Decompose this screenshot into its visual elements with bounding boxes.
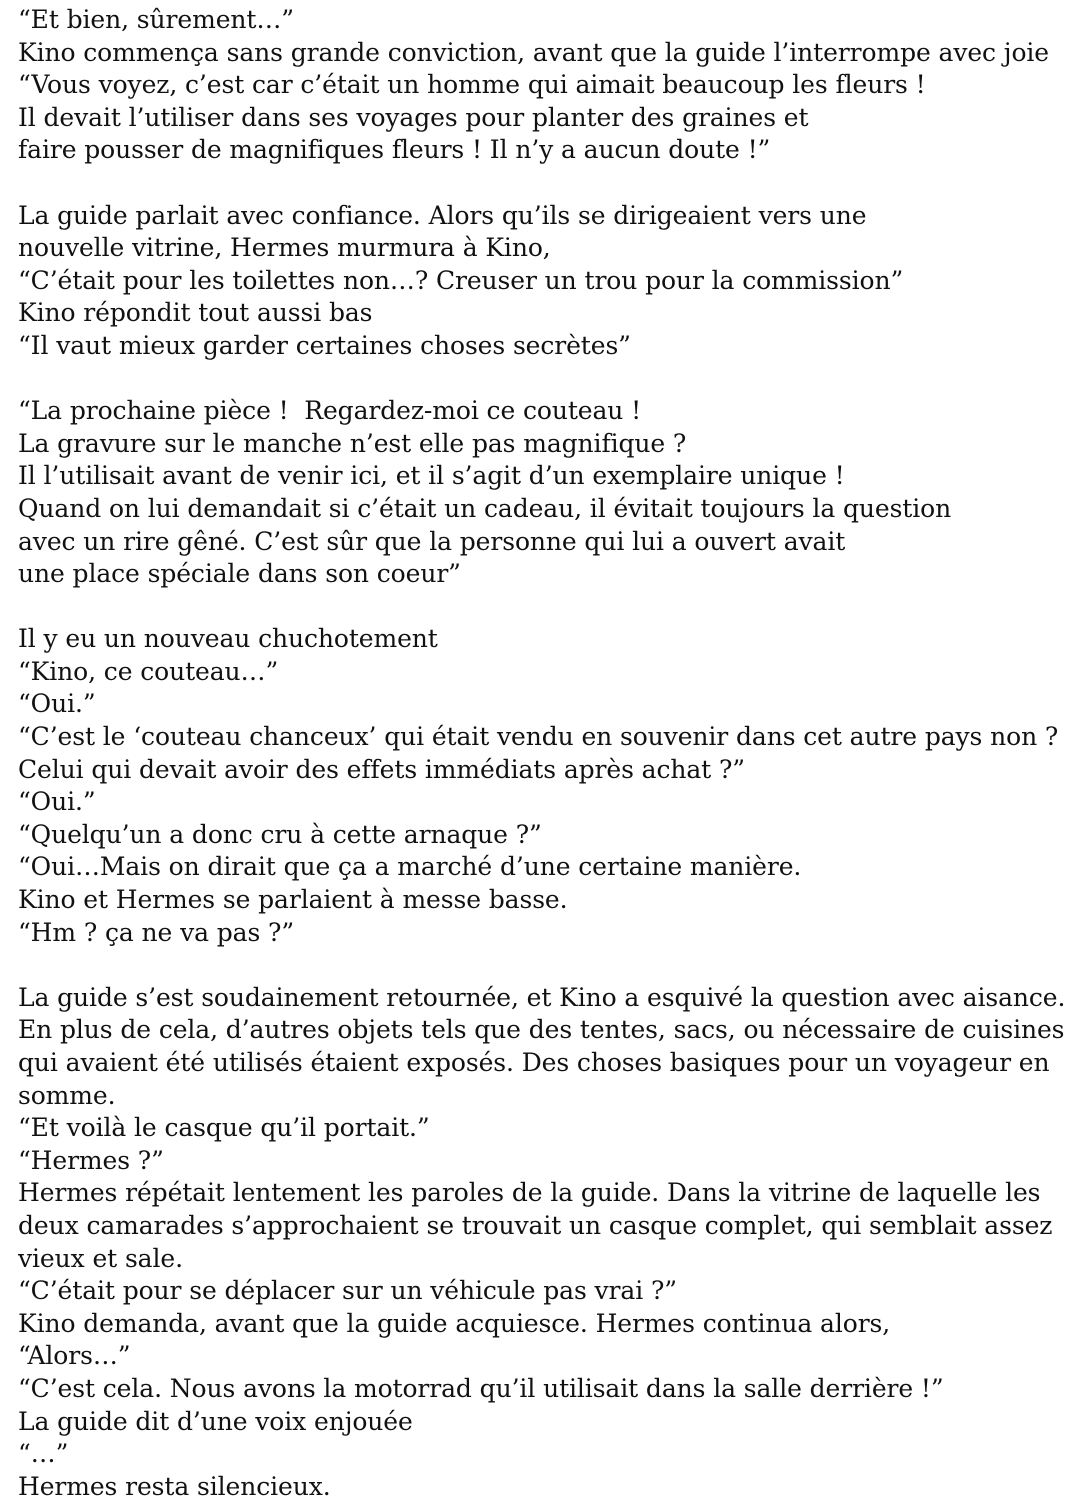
paragraph-gap (18, 167, 1074, 200)
text-line: “Hm ? ça ne va pas ?” (18, 917, 295, 947)
paragraph-gap (18, 949, 1074, 982)
text-line: Kino demanda, avant que la guide acquiesce. Hermes continua alors, (18, 1308, 891, 1338)
text-line: Hermes répétait lentement les paroles de la guide. Dans la vitrine de laquelle les (18, 1178, 1041, 1208)
paragraph (18, 200, 1074, 363)
text-line: Quand on lui demandait si c’était un cadeau, il évitait toujours la question (18, 493, 952, 523)
text-line: Kino et Hermes se parlaient à messe basse. (18, 885, 568, 915)
paragraph (18, 623, 1074, 949)
text-line: “La prochaine pièce ! Regardez-moi ce couteau ! (18, 396, 642, 426)
document-page (18, 4, 1074, 1503)
text-line: La guide dit d’une voix enjouée (18, 1406, 413, 1436)
paragraph-gap (18, 363, 1074, 396)
text-line: Kino répondit tout aussi bas (18, 298, 373, 328)
paragraph-gap (18, 591, 1074, 624)
text-line: “C’était pour les toilettes non…? Creuser un trou pour la commission” (18, 265, 904, 295)
text-line: La guide parlait avec confiance. Alors qu’ils se dirigeaient vers une (18, 200, 867, 230)
text-line: “Oui.” (18, 689, 96, 719)
text-line: La gravure sur le manche n’est elle pas magnifique ? (18, 428, 687, 458)
text-line: Il l’utilisait avant de venir ici, et il s’agit d’un exemplaire unique ! (18, 461, 845, 491)
text-line: une place spéciale dans son coeur” (18, 559, 461, 589)
text-line: somme. (18, 1080, 116, 1110)
text-line: Il y eu un nouveau chuchotement (18, 624, 438, 654)
paragraph (18, 395, 1074, 591)
text-line: “Oui.” (18, 787, 96, 817)
text-line: “Hermes ?” (18, 1145, 164, 1175)
text-line: Hermes resta silencieux. (18, 1471, 331, 1501)
text-line: “Il vaut mieux garder certaines choses secrètes” (18, 330, 631, 360)
text-line: “Kino, ce couteau…” (18, 656, 279, 686)
paragraph (18, 982, 1074, 1503)
text-line: “Alors…” (18, 1341, 131, 1371)
text-line: nouvelle vitrine, Hermes murmura à Kino, (18, 233, 551, 263)
paragraph (18, 4, 1074, 167)
text-line: qui avaient été utilisés étaient exposés. Des choses basiques pour un voyageur en (18, 1048, 1050, 1077)
text-line: “…” (18, 1439, 69, 1469)
text-line: En plus de cela, d’autres objets tels que des tentes, sacs, ou nécessaire de cuisines (18, 1015, 1065, 1045)
text-line: “Oui…Mais on dirait que ça a marché d’une certaine manière. (18, 852, 802, 882)
text-line: “Vous voyez, c’est car c’était un homme qui aimait beaucoup les fleurs ! (18, 70, 926, 100)
text-line: “Quelqu’un a donc cru à cette arnaque ?” (18, 819, 542, 849)
text-line: Celui qui devait avoir des effets immédiats après achat ?” (18, 754, 745, 784)
text-line: La guide s’est soudainement retournée, et Kino a esquivé la question avec aisance. (18, 982, 1066, 1012)
text-line: deux camarades s’approchaient se trouvait un casque complet, qui semblait assez (18, 1210, 1053, 1240)
text-line: vieux et sale. (18, 1243, 183, 1273)
text-line: avec un rire gêné. C’est sûr que la personne qui lui a ouvert avait (18, 526, 846, 556)
text-line: “C’est le ‘couteau chanceux’ qui était vendu en souvenir dans cet autre pays non ? (18, 722, 1059, 752)
text-line: “C’est cela. Nous avons la motorrad qu’il utilisait dans la salle derrière !” (18, 1373, 944, 1403)
text-line: Il devait l’utiliser dans ses voyages pour planter des graines et (18, 102, 809, 132)
text-line: “Et bien, sûrement…” (18, 5, 294, 34)
text-line: Kino commença sans grande conviction, avant que la guide l’interrompe avec joie (18, 37, 1049, 67)
text-line: “Et voilà le casque qu’il portait.” (18, 1113, 430, 1143)
text-line: “C’était pour se déplacer sur un véhicule pas vrai ?” (18, 1276, 677, 1306)
text-line: faire pousser de magnifiques fleurs ! Il n’y a aucun doute !” (18, 135, 771, 165)
